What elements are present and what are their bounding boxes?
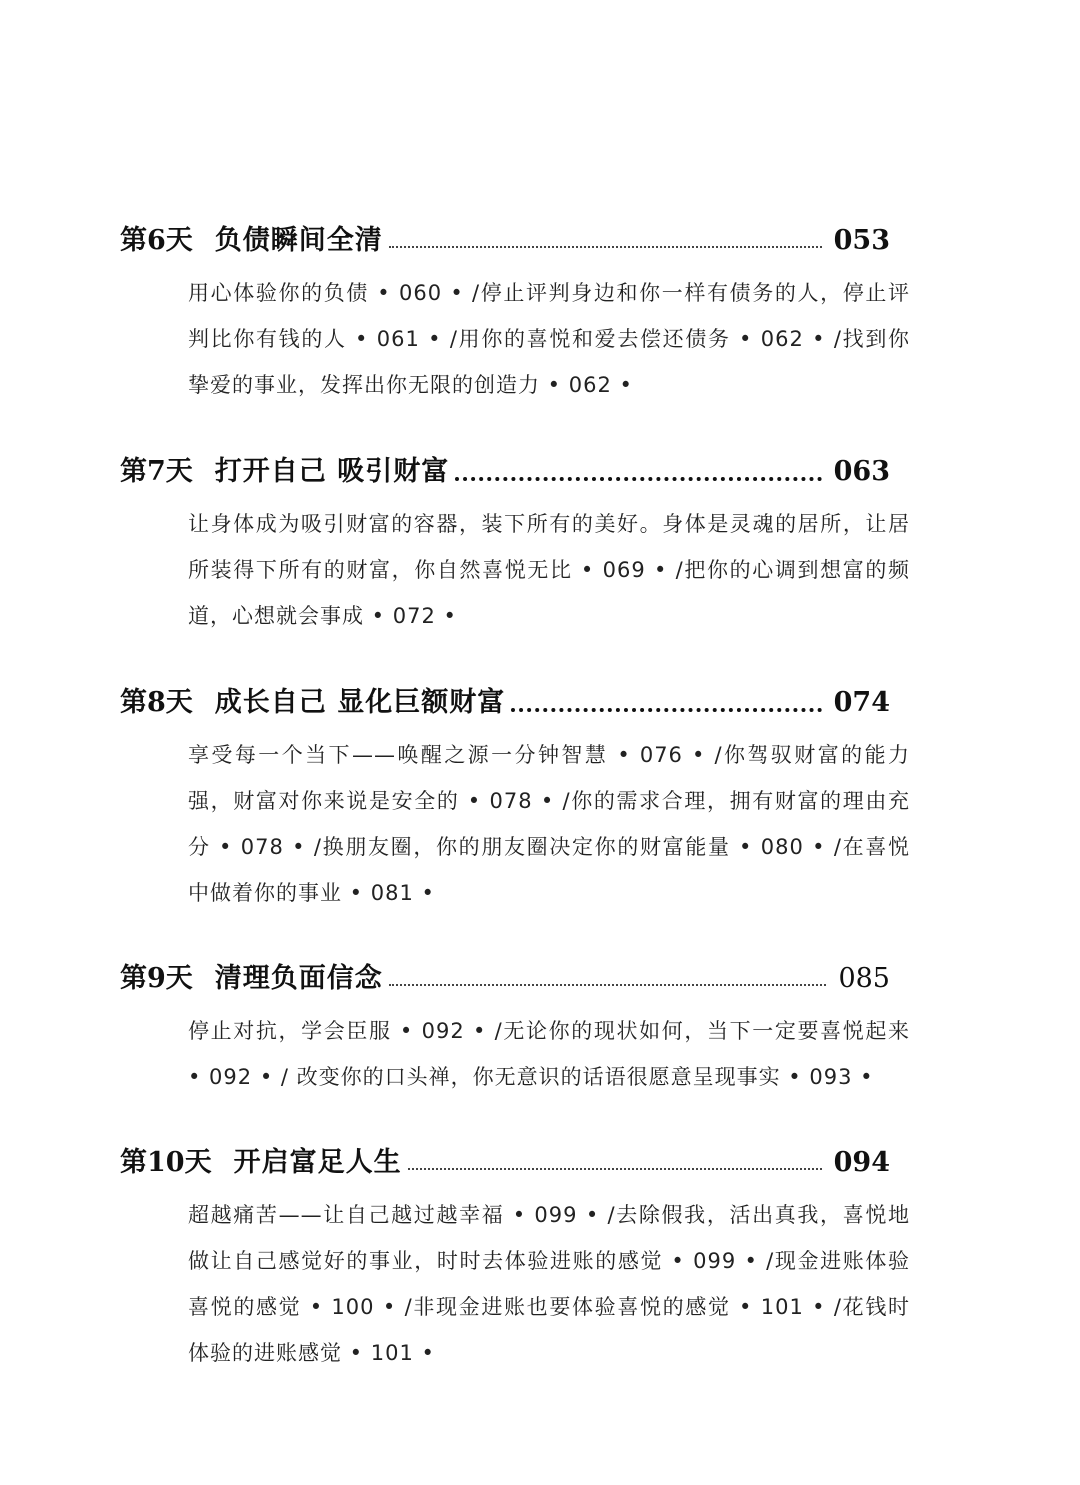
chapter-summary: 用心体验你的负债 • 060 • /停止评判身边和你一样有债务的人，停止评判比你有钱的人 • 061 • /用你的喜悦和爱去偿还债务 • 062 • /找到你挚爱的事业，发挥出你无限的创造力 • 062 • <box>188 281 910 397</box>
chapter-heading <box>120 1140 890 1180</box>
chapter-title: 负债瞬间全清 <box>214 225 383 256</box>
toc-entry-day9 <box>120 956 910 1100</box>
dot-leader <box>455 477 821 481</box>
toc-entry-day7 <box>120 449 910 639</box>
chapter-summary: 享受每一个当下——唤醒之源一分钟智慧 • 076 • /你驾驭财富的能力强，财富对你来说是安全的 • 078 • /你的需求合理，拥有财富的理由充分 • 078 • /换朋友圈，你的朋友圈决定你的财富能量 • 080 • /在喜悦中做着你的事业 • 081 • <box>188 743 910 905</box>
toc-entry-day10 <box>120 1140 910 1376</box>
chapter-title: 清理负面信念 <box>214 963 383 994</box>
chapter-page-number: 094 <box>833 1147 890 1178</box>
chapter-heading <box>120 218 890 258</box>
chapter-summary: 停止对抗，学会臣服 • 092 • /无论你的现状如何，当下一定要喜悦起来 • 092 • / 改变你的口头禅，你无意识的话语很愿意呈现事实 • 093 • <box>188 1019 910 1089</box>
chapter-heading <box>120 449 890 489</box>
chapter-day: 第6天 <box>120 225 193 256</box>
chapter-heading <box>120 956 890 996</box>
chapter-page-number: 085 <box>838 963 890 994</box>
dot-leader <box>389 984 827 986</box>
chapter-title: 开启富足人生 <box>233 1147 402 1178</box>
chapter-title: 打开自己 吸引财富 <box>214 456 450 487</box>
chapter-page-number: 074 <box>833 687 890 718</box>
chapter-page-number: 063 <box>833 456 890 487</box>
dot-leader <box>511 708 821 712</box>
chapter-day: 第8天 <box>120 687 193 718</box>
chapter-day: 第9天 <box>120 963 193 994</box>
chapter-heading <box>120 680 890 720</box>
dot-leader <box>408 1168 822 1170</box>
dot-leader <box>389 246 822 248</box>
chapter-title: 成长自己 显化巨额财富 <box>214 687 506 718</box>
chapter-page-number: 053 <box>833 225 890 256</box>
toc-entry-day8 <box>120 680 910 916</box>
chapter-summary: 超越痛苦——让自己越过越幸福 • 099 • /去除假我，活出真我，喜悦地做让自己感觉好的事业，时时去体验进账的感觉 • 099 • /现金进账体验喜悦的感觉 • 100 • /非现金进账也要体验喜悦的感觉 • 101 • /花钱时体验的进账感觉 • 101 • <box>188 1203 910 1365</box>
chapter-day: 第10天 <box>120 1147 212 1178</box>
toc-entry-day6 <box>120 218 910 408</box>
chapter-summary: 让身体成为吸引财富的容器，装下所有的美好。身体是灵魂的居所，让居所装得下所有的财富，你自然喜悦无比 • 069 • /把你的心调到想富的频道，心想就会事成 • 072 • <box>188 512 910 628</box>
chapter-day: 第7天 <box>120 456 193 487</box>
